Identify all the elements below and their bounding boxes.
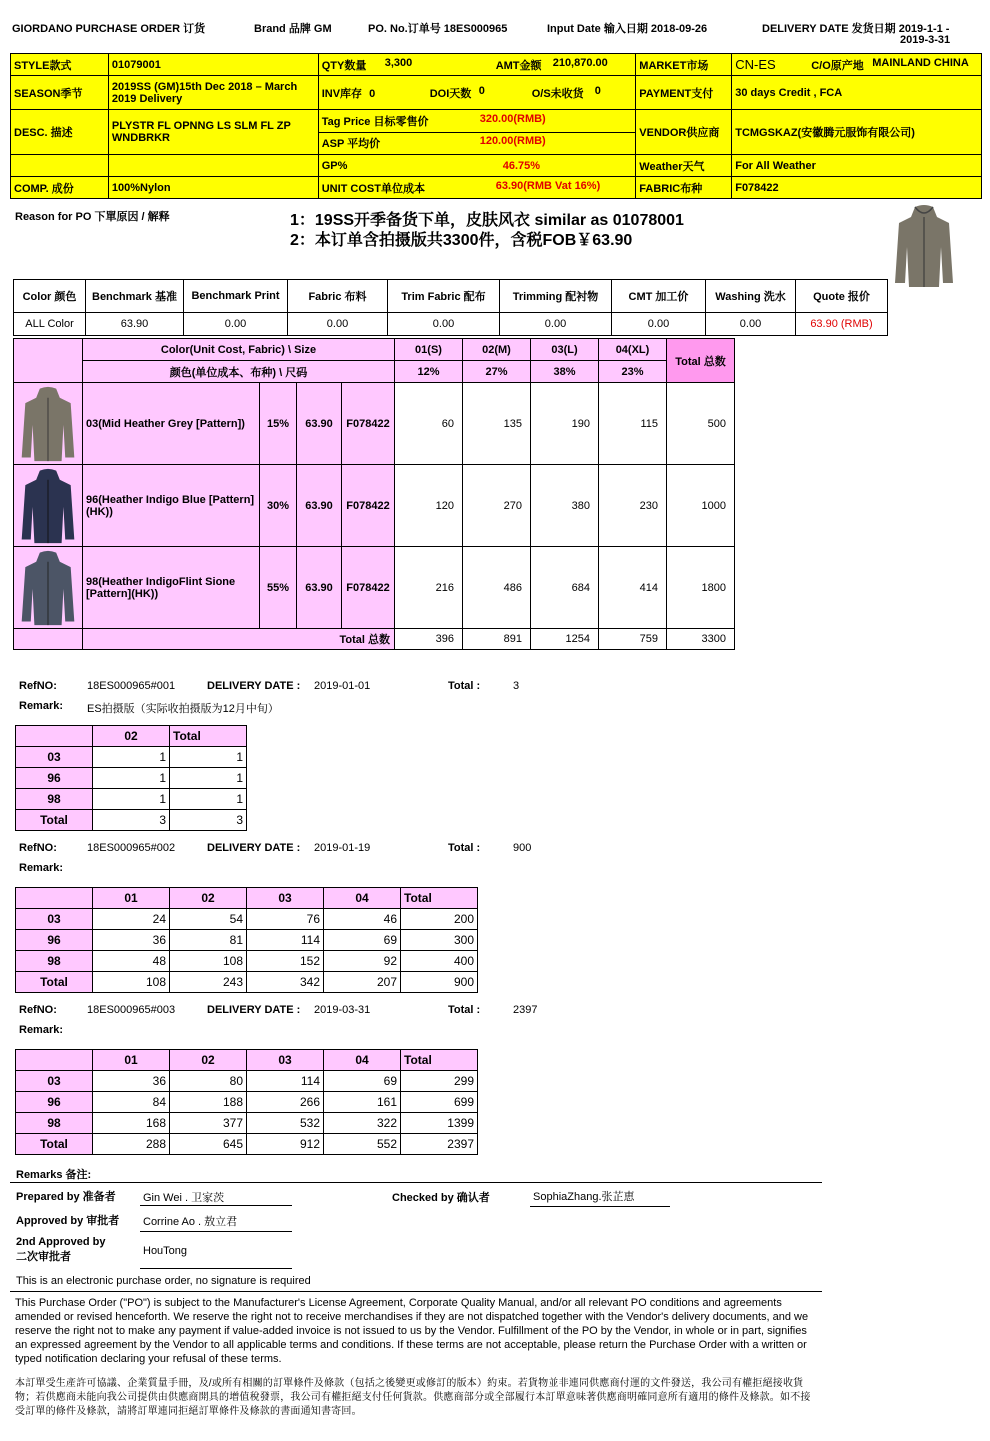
refno-label: RefNO: — [19, 842, 57, 854]
qty-cell: 270 — [463, 465, 531, 547]
cost-head-trim-fabric: Trim Fabric 配布 — [388, 280, 500, 313]
color-cost: 63.90 — [297, 383, 342, 465]
qty-cell: 54 — [170, 909, 247, 930]
cost-trimming: 0.00 — [500, 313, 612, 336]
qty-cell: 645 — [170, 1134, 247, 1155]
cost-head-fabric: Fabric 布料 — [288, 280, 388, 313]
qty-cell: 1 — [93, 789, 170, 810]
delivery-1-table — [15, 725, 247, 831]
inv-label: INV库存 — [321, 87, 363, 100]
qty-cell: 168 — [93, 1113, 170, 1134]
color-name: 98(Heather IndigoFlint Sione [Pattern](HK)) — [83, 547, 260, 629]
cost-benchmark: 63.90 — [86, 313, 184, 336]
matrix-totals-label: Total 总数 — [83, 629, 395, 650]
qty-cell: 532 — [247, 1113, 324, 1134]
row-total: 1 — [170, 768, 247, 789]
size-head-3: 03(L) — [531, 339, 599, 361]
col-head: 01 — [93, 888, 170, 909]
row-label: 96 — [16, 1092, 93, 1113]
market-value: CN-ES — [735, 57, 776, 72]
amt-value: 210,870.00 — [552, 56, 608, 69]
row-total: 3 — [170, 810, 247, 831]
qty-cell: 120 — [395, 465, 463, 547]
cost-fabric: 0.00 — [288, 313, 388, 336]
refno-label: RefNO: — [19, 1004, 57, 1016]
row-total: 299 — [401, 1071, 478, 1092]
row-total: 400 — [401, 951, 478, 972]
delivery-date-value: 2019-03-31 — [314, 1004, 371, 1016]
refno-value: 18ES000965#001 — [87, 680, 176, 692]
col-head: 03 — [247, 888, 324, 909]
row-label: 96 — [16, 930, 93, 951]
desc-value: PLYSTR FL OPNNG LS SLM FL ZP WNDBRKR — [108, 110, 318, 155]
row-total: 900 — [401, 972, 478, 993]
qty-cell: 414 — [599, 547, 667, 629]
row-total: 500 — [667, 383, 735, 465]
delivery-total-value: 3 — [513, 680, 520, 692]
tag-price-label: Tag Price 目标零售价 — [321, 115, 429, 128]
origin-value: MAINLAND CHINA — [872, 57, 969, 69]
qty-cell: 114 — [247, 1071, 324, 1092]
cost-color: ALL Color — [14, 313, 86, 336]
qty-cell: 48 — [93, 951, 170, 972]
color-swatch-jacket — [17, 385, 79, 463]
col-head: 02 — [93, 726, 170, 747]
payment-label: PAYMENT支付 — [636, 76, 732, 110]
matrix-row — [14, 547, 735, 629]
matrix-head-zh: 颜色(单位成本、布种) \ 尺码 — [83, 361, 395, 383]
vendor-label: VENDOR供应商 — [636, 110, 732, 155]
row-total: 1 — [170, 789, 247, 810]
weather-label: Weather天气 — [636, 155, 732, 177]
origin-label: C/O原产地 — [811, 60, 864, 72]
costing-table — [13, 279, 888, 336]
po-number: PO. No.订单号 18ES000965 — [368, 23, 508, 35]
qty-cell: 24 — [93, 909, 170, 930]
qty-cell: 1 — [93, 768, 170, 789]
qty-cell: 684 — [531, 547, 599, 629]
terms-chinese: 本訂單受生產許可協議、企業質量手冊，及/或所有相關的訂單條件及條款（包括之後變更或修訂的版本）約束。若貨物並非連同供應商付運的文件發送，我公司有權拒絕接收貨物；若供應商未能向我公司提供由供應商開具的增值稅發票，我公司有權拒絕支付任何貨款。供應商部分或全部履行本訂單意味著供應商明確同意所有適用的條件及條款。如不接受訂單的條件及條款，請將訂單連同拒絕訂單條件及條款的書面通知書寄回。 — [15, 1378, 811, 1417]
qty-cell: 135 — [463, 383, 531, 465]
size-head-1: 01(S) — [395, 339, 463, 361]
size-ratio-3: 38% — [531, 361, 599, 383]
row-total: 200 — [401, 909, 478, 930]
qty-cell: 486 — [463, 547, 531, 629]
qty-cell: 3 — [93, 810, 170, 831]
qty-value: 3,300 — [384, 56, 413, 69]
gp-value: 46.75% — [502, 159, 541, 172]
qty-cell: 81 — [170, 930, 247, 951]
qty-cell: 92 — [324, 951, 401, 972]
reason-line-1: 1：19SS开季备货下单，皮肤风衣 similar as 01078001 — [290, 212, 684, 229]
row-label: 03 — [16, 909, 93, 930]
qty-cell: 322 — [324, 1113, 401, 1134]
color-cost: 63.90 — [297, 547, 342, 629]
approved-value: Corrine Ao . 敖立君 — [143, 1216, 238, 1228]
row-total: 2397 — [401, 1134, 478, 1155]
style-label: STYLE款式 — [11, 54, 109, 76]
cost-cmt: 0.00 — [612, 313, 706, 336]
col-head: 02 — [170, 1050, 247, 1071]
color-name: 96(Heather Indigo Blue [Pattern](HK)) — [83, 465, 260, 547]
qty-cell: 36 — [93, 930, 170, 951]
signoff-top-rule — [10, 1182, 822, 1183]
qty-cell: 114 — [247, 930, 324, 951]
row-label: Total — [16, 1134, 93, 1155]
qty-cell: 216 — [395, 547, 463, 629]
asp-label: ASP 平均价 — [321, 138, 381, 151]
color-pct: 30% — [260, 465, 297, 547]
delivery-date-label: DELIVERY DATE : — [207, 680, 301, 692]
checked-signature-line — [530, 1206, 670, 1207]
remark-value: ES拍摄版（实际收拍摄版为12月中旬） — [87, 703, 279, 715]
color-pct: 55% — [260, 547, 297, 629]
checked-value: SophiaZhang.张芷恵 — [533, 1191, 635, 1203]
refno-label: RefNO: — [19, 680, 57, 692]
qty-cell: 46 — [324, 909, 401, 930]
row-total: 699 — [401, 1092, 478, 1113]
row-label: 03 — [16, 747, 93, 768]
delivery-date-label: DELIVERY DATE : — [207, 1004, 301, 1016]
qty-cell: 266 — [247, 1092, 324, 1113]
delivery-2-table — [15, 887, 478, 993]
color-pct: 15% — [260, 383, 297, 465]
cost-washing: 0.00 — [706, 313, 796, 336]
delivery-total-value: 900 — [513, 842, 532, 854]
col-total: 759 — [599, 629, 667, 650]
qty-cell: 288 — [93, 1134, 170, 1155]
qty-cell: 80 — [170, 1071, 247, 1092]
prepared-value: Gin Wei . 卫家茨 — [143, 1192, 225, 1204]
qty-cell: 108 — [170, 951, 247, 972]
qty-cell: 69 — [324, 930, 401, 951]
col-head: 04 — [324, 1050, 401, 1071]
grand-total: 3300 — [667, 629, 735, 650]
delivery-date-value: 2019-01-19 — [314, 842, 371, 854]
col-head: Total — [170, 726, 247, 747]
row-label: Total — [16, 972, 93, 993]
qty-cell: 152 — [247, 951, 324, 972]
order-info-grid — [10, 53, 982, 199]
os-value: 0 — [594, 84, 601, 97]
cost-head-washing: Washing 洗水 — [706, 280, 796, 313]
col-head: 04 — [324, 888, 401, 909]
remark-label: Remark: — [19, 700, 64, 712]
inv-value: 0 — [369, 87, 376, 100]
qty-cell: 230 — [599, 465, 667, 547]
approved-label: Approved by 审批者 — [16, 1215, 120, 1227]
col-head: 01 — [93, 1050, 170, 1071]
row-total: 1399 — [401, 1113, 478, 1134]
row-label: 98 — [16, 951, 93, 972]
delivery-date-label: DELIVERY DATE : — [207, 842, 301, 854]
doi-label: DOI天数 — [429, 87, 472, 100]
color-cost: 63.90 — [297, 465, 342, 547]
row-label: 98 — [16, 789, 93, 810]
row-total: 1800 — [667, 547, 735, 629]
qty-cell: 60 — [395, 383, 463, 465]
remarks-label: Remarks 备注: — [16, 1169, 92, 1181]
delivery-date-value: 2019-01-01 — [314, 680, 371, 692]
matrix-head-en: Color(Unit Cost, Fabric) \ Size — [83, 339, 395, 361]
size-head-2: 02(M) — [463, 339, 531, 361]
amt-label: AMT金额 — [495, 59, 542, 72]
cost-head-color: Color 颜色 — [14, 280, 86, 313]
delivery-total-label: Total : — [448, 1004, 481, 1016]
cost-quote: 63.90 (RMB) — [796, 313, 888, 336]
cost-head-trimming: Trimming 配衬物 — [500, 280, 612, 313]
qty-cell: 342 — [247, 972, 324, 993]
cost-benchmark-print: 0.00 — [184, 313, 288, 336]
gp-label: GP% — [321, 159, 348, 172]
col-total: 1254 — [531, 629, 599, 650]
matrix-row — [14, 465, 735, 547]
vendor-value: TCMGSKAZ(安徽腾元服饰有限公司) — [732, 110, 982, 155]
doi-value: 0 — [478, 84, 485, 97]
cost-head-benchmark: Benchmark 基准 — [86, 280, 184, 313]
color-name: 03(Mid Heather Grey [Pattern]) — [83, 383, 260, 465]
row-label: 03 — [16, 1071, 93, 1092]
reason-line-2: 2：本订单含拍摄版共3300件，含税FOB￥63.90 — [290, 232, 633, 249]
comp-value: 100%Nylon — [108, 177, 318, 199]
checked-label: Checked by 确认者 — [392, 1192, 490, 1204]
size-ratio-1: 12% — [395, 361, 463, 383]
qty-cell: 76 — [247, 909, 324, 930]
terms-english: This Purchase Order ("PO") is subject to the Manufacturer's License Agreement, Corporate Quality Manual, and/or all relevant PO conditions and agreements amended or revised henceforth. We reserve the right not to receive merchandises if they are not dispatched together with the Vendor's delivery documents, and we reserve the right not to make any payment if value-added invoice is not issued to us by the Vendor. Fulfillment of the PO by the Vendor, in whole or in part, signifies an expressed agreement by the Vendor to all applicable terms and conditions. If these terms are not acceptable, please return the Purchase Order with a written or typed notification declaring your refusal of these terms. — [15, 1297, 809, 1365]
col-total: 891 — [463, 629, 531, 650]
reason-label: Reason for PO 下單原因 / 解释 — [15, 211, 170, 223]
matrix-row — [14, 383, 735, 465]
row-label: 96 — [16, 768, 93, 789]
payment-value: 30 days Credit , FCA — [732, 76, 982, 110]
qty-cell: 243 — [170, 972, 247, 993]
weather-value: For All Weather — [732, 155, 982, 177]
qty-cell: 552 — [324, 1134, 401, 1155]
qty-cell: 69 — [324, 1071, 401, 1092]
remark-label: Remark: — [19, 1024, 64, 1036]
qty-cell: 377 — [170, 1113, 247, 1134]
qty-cell: 188 — [170, 1092, 247, 1113]
qty-cell: 36 — [93, 1071, 170, 1092]
signoff-bottom-rule — [10, 1291, 822, 1292]
unit-cost-value: 63.90(RMB Vat 16%) — [495, 179, 601, 192]
col-head: Total — [401, 888, 478, 909]
matrix-total-head: Total 总数 — [667, 339, 735, 383]
cost-head-benchmark-print: Benchmark Print — [184, 280, 288, 313]
row-total: 300 — [401, 930, 478, 951]
market-label: MARKET市场 — [636, 54, 732, 76]
unit-cost-label: UNIT COST单位成本 — [321, 182, 425, 195]
season-label: SEASON季节 — [11, 76, 109, 110]
delivery-total-value: 2397 — [513, 1004, 538, 1016]
qty-cell: 108 — [93, 972, 170, 993]
cost-trim-fabric: 0.00 — [388, 313, 500, 336]
qty-cell: 190 — [531, 383, 599, 465]
size-matrix-table — [13, 338, 735, 650]
fabric-label: FABRIC布种 — [636, 177, 732, 199]
row-total: 1 — [170, 747, 247, 768]
os-label: O/S未收货 — [531, 87, 584, 100]
row-total: 1000 — [667, 465, 735, 547]
qty-cell: 207 — [324, 972, 401, 993]
prepared-signature-line — [140, 1205, 292, 1206]
row-label: 98 — [16, 1113, 93, 1134]
delivery-date-end: 2019-3-31 — [900, 34, 951, 46]
col-head: 03 — [247, 1050, 324, 1071]
delivery-total-label: Total : — [448, 842, 481, 854]
jacket-image — [893, 203, 955, 289]
refno-value: 18ES000965#002 — [87, 842, 176, 854]
qty-cell: 161 — [324, 1092, 401, 1113]
color-fabric: F078422 — [342, 547, 395, 629]
brand-field: Brand 品牌 GM — [254, 23, 332, 35]
delivery-date-range: DELIVERY DATE 发货日期 2019-1-1 - — [762, 23, 950, 35]
approved2-signature-line — [140, 1268, 292, 1269]
remark-label: Remark: — [19, 862, 64, 874]
color-swatch-jacket — [17, 467, 79, 545]
delivery-total-label: Total : — [448, 680, 481, 692]
color-fabric: F078422 — [342, 465, 395, 547]
style-value: 01079001 — [108, 54, 318, 76]
qty-label: QTY数量 — [321, 59, 367, 72]
color-swatch-jacket — [17, 549, 79, 627]
season-value: 2019SS (GM)15th Dec 2018 – March 2019 Delivery — [108, 76, 318, 110]
tag-price-value: 320.00(RMB) — [479, 112, 546, 125]
approved-signature-line — [140, 1231, 292, 1232]
approved2-value: HouTong — [143, 1245, 188, 1257]
comp-label: COMP. 成份 — [11, 177, 109, 199]
qty-cell: 380 — [531, 465, 599, 547]
po-title: GIORDANO PURCHASE ORDER 订货 — [12, 23, 206, 35]
row-label: Total — [16, 810, 93, 831]
size-ratio-4: 23% — [599, 361, 667, 383]
prepared-label: Prepared by 准备者 — [16, 1191, 116, 1203]
cost-head-quote: Quote 报价 — [796, 280, 888, 313]
input-date: Input Date 输入日期 2018-09-26 — [547, 23, 708, 35]
qty-cell: 115 — [599, 383, 667, 465]
size-head-4: 04(XL) — [599, 339, 667, 361]
fabric-value: F078422 — [732, 177, 982, 199]
cost-head-cmt: CMT 加工价 — [612, 280, 706, 313]
color-fabric: F078422 — [342, 383, 395, 465]
col-head: 02 — [170, 888, 247, 909]
col-head: Total — [401, 1050, 478, 1071]
refno-value: 18ES000965#003 — [87, 1004, 176, 1016]
approved2-label-zh: 二次审批者 — [16, 1251, 71, 1263]
electronic-notice: This is an electronic purchase order, no signature is required — [16, 1275, 311, 1287]
qty-cell: 912 — [247, 1134, 324, 1155]
approved2-label-en: 2nd Approved by — [16, 1236, 106, 1248]
qty-cell: 1 — [93, 747, 170, 768]
delivery-3-table — [15, 1049, 478, 1155]
desc-label: DESC. 描述 — [11, 110, 109, 155]
asp-value: 120.00(RMB) — [479, 135, 546, 148]
qty-cell: 84 — [93, 1092, 170, 1113]
size-ratio-2: 27% — [463, 361, 531, 383]
col-total: 396 — [395, 629, 463, 650]
